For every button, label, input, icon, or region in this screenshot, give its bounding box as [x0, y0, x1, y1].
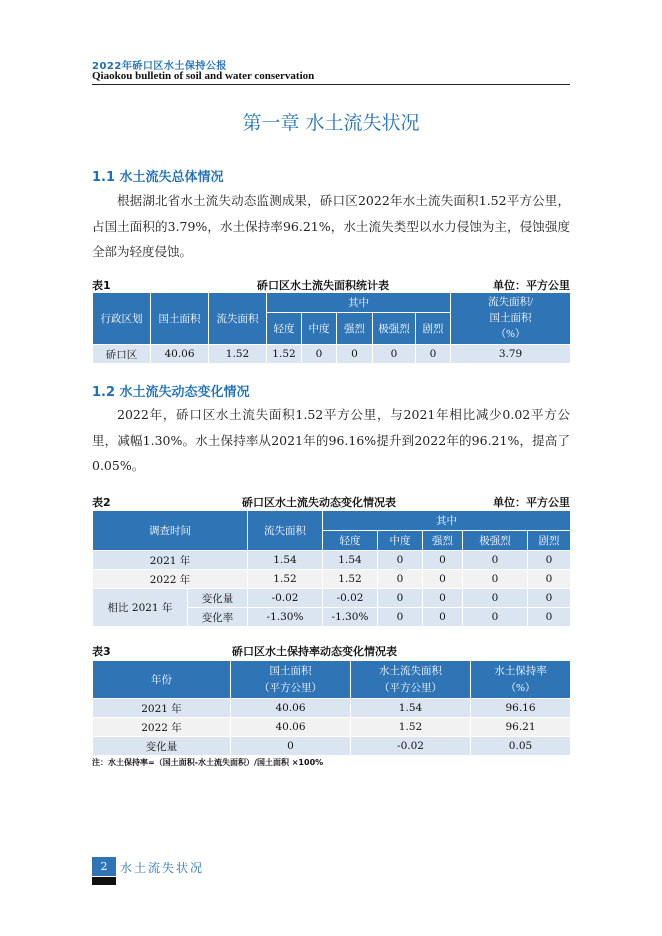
- table-cell: 2021 年: [93, 699, 231, 718]
- table-cell: 2022 年: [93, 718, 231, 737]
- table-cell: -1.30%: [248, 608, 323, 627]
- table-cell: 1.54: [323, 551, 378, 570]
- footer-section-label: 水土流失状况: [120, 861, 205, 875]
- table-cell: 变化率: [188, 608, 248, 627]
- table2-header-level: 强烈: [423, 531, 463, 551]
- table-cell: 0: [231, 737, 351, 756]
- table-cell: 0: [423, 570, 463, 589]
- table3-header-loss-area-line1: 水土流失面积: [379, 665, 442, 677]
- table-cell: 0: [423, 551, 463, 570]
- table-cell: 0: [302, 345, 337, 364]
- section-1-1-heading: 1.1 水土流失总体情况: [92, 170, 224, 185]
- table1: [92, 292, 571, 364]
- table-cell: 0: [378, 551, 423, 570]
- table-cell: 变化量: [93, 737, 231, 756]
- table-cell: 1.52: [323, 570, 378, 589]
- table-cell: -0.02: [351, 737, 471, 756]
- table-cell: 1.52: [351, 718, 471, 737]
- table-cell: 2022 年: [93, 570, 248, 589]
- table2-header-level: 剧烈: [528, 531, 571, 551]
- table-cell: 0: [463, 608, 528, 627]
- table-cell: 40.06: [231, 718, 351, 737]
- table2-header-level: 中度: [378, 531, 423, 551]
- table-cell: 40.06: [151, 345, 209, 364]
- table-row: [93, 718, 571, 737]
- table-cell: 0: [337, 345, 373, 364]
- table2-header-time: 调查时间: [93, 511, 248, 551]
- table-row: [93, 551, 571, 570]
- section-1-2-heading: 1.2 水土流失动态变化情况: [92, 385, 250, 400]
- table-cell: 0: [416, 345, 451, 364]
- table-cell: 硚口区: [93, 345, 151, 364]
- header-bulletin-title: 2022年硚口区水土保持公报: [92, 61, 227, 72]
- table-cell: 0: [373, 345, 416, 364]
- table1-header-ratio: [451, 293, 571, 345]
- table-row: [93, 699, 571, 718]
- footer-bar: [92, 877, 116, 885]
- table-row: [93, 589, 571, 608]
- page-number: 2: [92, 857, 116, 876]
- table2-compare-label: 相比 2021 年: [93, 589, 188, 627]
- table1-header-level: 极强烈: [373, 313, 416, 345]
- table3-header-loss-area: [351, 661, 471, 699]
- table3-header-land-area-line2: （平方公里）: [259, 682, 322, 694]
- table-cell: 1.52: [248, 570, 323, 589]
- table-cell: 0: [463, 589, 528, 608]
- table-cell: 3.79: [451, 345, 571, 364]
- table1-unit: 单位：平方公里: [493, 279, 570, 292]
- header-bulletin-subtitle: Qiaokou bulletin of soil and water conservation: [92, 70, 315, 82]
- table3-caption: [92, 643, 570, 658]
- table-cell: 0: [528, 589, 571, 608]
- table-cell: 0: [378, 570, 423, 589]
- table2: [92, 510, 571, 627]
- table2-header-level: 轻度: [323, 531, 378, 551]
- table2-unit: 单位：平方公里: [493, 496, 570, 509]
- table1-title: 硚口区水土流失面积统计表: [257, 279, 389, 292]
- table-cell: 0: [528, 570, 571, 589]
- table-cell: 0: [378, 608, 423, 627]
- table2-header-of-which: 其中: [323, 511, 571, 531]
- table3-title: 硚口区水土保持率动态变化情况表: [232, 645, 397, 658]
- table-cell: 0: [528, 608, 571, 627]
- table-cell: 96.16: [471, 699, 571, 718]
- table1-header-of-which: 其中: [267, 293, 451, 313]
- table-cell: -0.02: [248, 589, 323, 608]
- table1-header-loss-area: 流失面积: [209, 293, 267, 345]
- table-cell: 0: [528, 551, 571, 570]
- table2-title: 硚口区水土流失动态变化情况表: [242, 496, 396, 509]
- table-cell: 0: [463, 551, 528, 570]
- table3-header-loss-area-line2: （平方公里）: [379, 682, 442, 694]
- header-rule: [92, 84, 570, 85]
- table3-footnote: 注：水土保持率=（国土面积-水土流失面积）/国土面积 ×100%: [92, 758, 324, 767]
- table2-header-level: 极强烈: [463, 531, 528, 551]
- table1-header-ratio-line1: 流失面积/: [488, 296, 533, 308]
- table3-header-rate-line1: 水土保持率: [494, 665, 547, 677]
- section-1-1-paragraph: 根据湖北省水土流失动态监测成果，硚口区2022年水土流失面积1.52平方公里，占国土面积的3.79%，水土保持率96.21%，水土流失类型以水力侵蚀为主，侵蚀强度全部为轻度侵蚀。: [92, 193, 570, 259]
- table1-header-level: 剧烈: [416, 313, 451, 345]
- table3-header-land-area-line1: 国土面积: [269, 665, 312, 677]
- table1-header-level: 中度: [302, 313, 337, 345]
- section-1-2-paragraph: 2022年，硚口区水土流失面积1.52平方公里，与2021年相比减少0.02平方公里，减幅1.30%。水土保持率从2021年的96.16%提升到2022年的96.21%，提高了0.05%。: [92, 407, 570, 473]
- table-cell: 1.54: [248, 551, 323, 570]
- table1-header-level: 轻度: [267, 313, 302, 345]
- table1-header-district: 行政区划: [93, 293, 151, 345]
- table-cell: 0: [423, 589, 463, 608]
- table2-header-loss-area: 流失面积: [248, 511, 323, 551]
- table-row: [93, 737, 571, 756]
- table-cell: -1.30%: [323, 608, 378, 627]
- table3-header-land-area: [231, 661, 351, 699]
- table-cell: 0.05: [471, 737, 571, 756]
- table1-caption: [92, 277, 570, 292]
- table-cell: 1.54: [351, 699, 471, 718]
- table-cell: 变化量: [188, 589, 248, 608]
- table-cell: 0: [378, 589, 423, 608]
- chapter-title: 第一章 水土流失状况: [242, 112, 420, 134]
- table1-header-level: 强烈: [337, 313, 373, 345]
- table3-header-year: 年份: [93, 661, 231, 699]
- table1-header-ratio-line3: （%）: [495, 328, 526, 340]
- table-cell: -0.02: [323, 589, 378, 608]
- table3: [92, 660, 571, 756]
- table2-label: 表2: [92, 496, 111, 509]
- table1-header-ratio-line2: 国土面积: [489, 312, 532, 324]
- table-cell: 96.21: [471, 718, 571, 737]
- table-row: [93, 345, 571, 364]
- table-cell: 40.06: [231, 699, 351, 718]
- table1-label: 表1: [92, 279, 111, 292]
- table-cell: 0: [463, 570, 528, 589]
- table-cell: 1.52: [267, 345, 302, 364]
- table3-header-rate-line2: （%）: [505, 682, 536, 694]
- table-cell: 1.52: [209, 345, 267, 364]
- table3-header-rate: [471, 661, 571, 699]
- table-cell: 2021 年: [93, 551, 248, 570]
- table1-header-land-area: 国土面积: [151, 293, 209, 345]
- table-row: [93, 570, 571, 589]
- table-cell: 0: [423, 608, 463, 627]
- table2-caption: [92, 494, 570, 509]
- table3-label: 表3: [92, 645, 111, 658]
